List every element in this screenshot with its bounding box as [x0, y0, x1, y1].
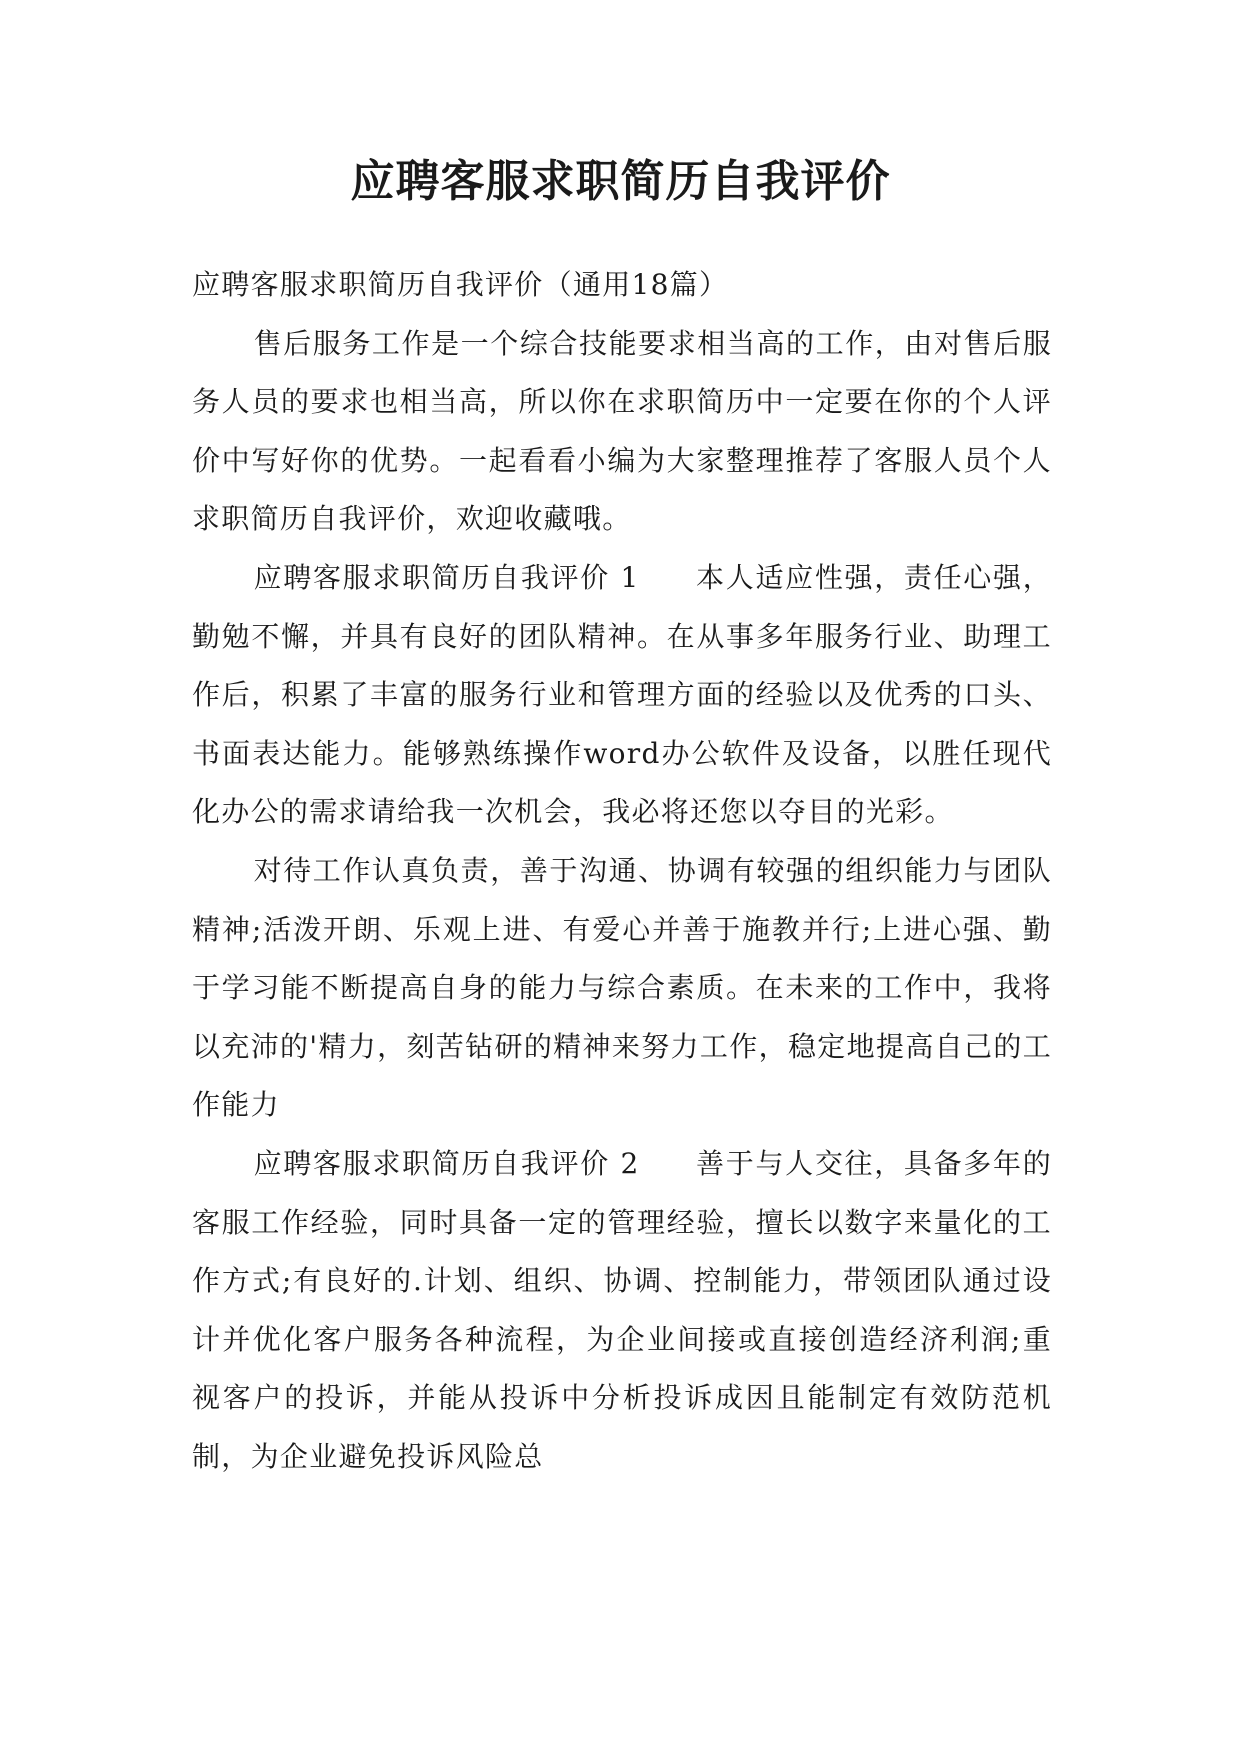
- paragraph-2: 对待工作认真负责，善于沟通、协调有较强的组织能力与团队精神;活泼开朗、乐观上进、有爱心并善于施教并行;上进心强、勤于学习能不断提高自身的能力与综合素质。在未来的工作中，我将以充沛的'精力，刻苦钻研的精神来努力工作，稳定地提高自己的工作能力: [192, 853, 1052, 1122]
- section-2-paragraph: [192, 1135, 1052, 1487]
- section-1-heading: 应聘客服求职简历自我评价 1: [253, 560, 640, 594]
- intro-paragraph: 售后服务工作是一个综合技能要求相当高的工作，由对售后服务人员的要求也相当高，所以你在求职简历中一定要在你的个人评价中写好你的优势。一起看看小编为大家整理推荐了客服人员个人求职简历自我评价，欢迎收藏哦。: [192, 326, 1052, 536]
- document-title: 应聘客服求职简历自我评价: [350, 156, 891, 207]
- section-1-text: 本人适应性强，责任心强，勤勉不懈，并具有良好的团队精神。在从事多年服务行业、助理工作后，积累了丰富的服务行业和管理方面的经验以及优秀的口头、书面表达能力。能够熟练操作word办公软件及设备，以胜任现代化办公的需求请给我一次机会，我必将还您以夺目的光彩。: [192, 560, 1052, 829]
- section-2-heading: 应聘客服求职简历自我评价 2: [253, 1146, 640, 1180]
- section-2-text: 善于与人交往，具备多年的客服工作经验，同时具备一定的管理经验，擅长以数字来量化的工作方式;有良好的.计划、组织、协调、控制能力，带领团队通过设计并优化客户服务各种流程，为企业间接或直接创造经济利润;重视客户的投诉，并能从投诉中分析投诉成因且能制定有效防范机制，为企业避免投诉风险总: [192, 1146, 1052, 1473]
- document-body: [192, 256, 1052, 1486]
- section-1-paragraph: [192, 549, 1052, 842]
- document-subtitle: 应聘客服求职简历自我评价（通用18篇）: [192, 268, 729, 301]
